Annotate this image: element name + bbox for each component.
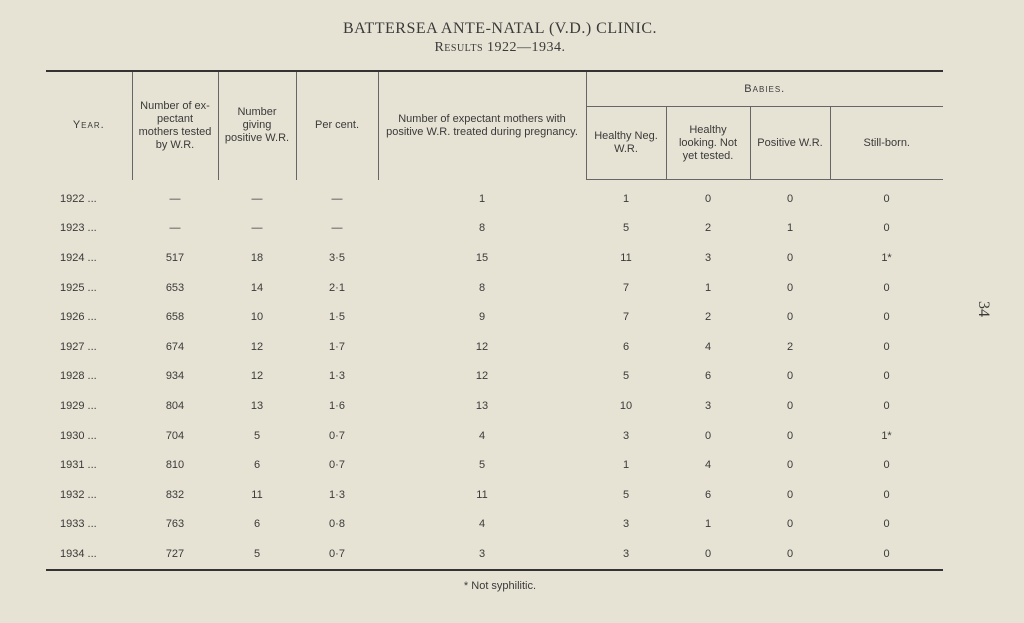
cell-stillborn: 0 (883, 192, 890, 205)
cell-healthy-neg: 1 (622, 459, 630, 472)
cell-positive-wr: 0 (786, 311, 794, 324)
cell-treated: 13 (475, 399, 489, 412)
cell-treated: 12 (475, 370, 489, 383)
cell-healthy-neg: 7 (622, 281, 630, 294)
cell-tested: 934 (165, 370, 185, 383)
cell-year: 1927 ... (60, 340, 97, 353)
cell-tested: — (169, 192, 181, 205)
cell-tested: 653 (165, 281, 185, 294)
header-year (46, 71, 132, 180)
cell-percent: — (331, 222, 343, 235)
cell-healthy-untested: 4 (704, 459, 712, 472)
cell-healthy-untested: 4 (704, 340, 712, 353)
cell-positive-wr: 0 (786, 251, 794, 264)
page-subtitle (0, 40, 1000, 56)
cell-tested: 674 (165, 340, 185, 353)
cell-treated: 15 (475, 251, 489, 264)
header-tested: Number of ex- pectant mothers tested by W.R. (132, 71, 218, 180)
cell-tested: 810 (165, 459, 185, 472)
cell-positive: 12 (250, 370, 264, 383)
cell-percent: — (331, 192, 343, 205)
cell-healthy-untested: 2 (704, 311, 712, 324)
table-row (46, 214, 943, 244)
cell-tested: 727 (132, 539, 218, 570)
cell-healthy-untested: 6 (704, 370, 712, 383)
table-row (46, 391, 943, 421)
header-percent: Per cent. (296, 71, 378, 180)
cell-percent: 0·7 (329, 429, 345, 442)
cell-positive-wr: 0 (786, 518, 794, 531)
cell-stillborn: 0 (883, 459, 890, 472)
cell-positive-wr: 2 (786, 340, 794, 353)
cell-year: 1931 ... (60, 459, 97, 472)
cell-positive: 5 (253, 429, 261, 442)
cell-positive: — (251, 192, 263, 205)
cell-treated: 1 (478, 192, 486, 205)
cell-stillborn: 0 (883, 488, 890, 501)
footnote: * Not syphilitic. (463, 580, 537, 592)
cell-stillborn: 0 (883, 399, 890, 412)
cell-stillborn: 0 (883, 311, 890, 324)
cell-year: 1922 ... (60, 192, 97, 205)
cell-year: 1929 ... (60, 399, 97, 412)
cell-positive-wr: 0 (786, 488, 794, 501)
cell-year: 1926 ... (60, 311, 97, 324)
cell-positive-wr: 0 (786, 459, 794, 472)
cell-healthy-neg: 5 (622, 488, 630, 501)
cell-healthy-neg: 5 (622, 222, 630, 235)
cell-treated: 9 (478, 311, 486, 324)
cell-healthy-untested: 6 (704, 488, 712, 501)
table-row (46, 362, 943, 392)
cell-positive: 5 (218, 539, 296, 570)
cell-healthy-neg: 3 (622, 429, 630, 442)
cell-stillborn: 0 (883, 222, 890, 235)
cell-positive-wr: 0 (786, 429, 794, 442)
cell-percent: 0·7 (296, 539, 378, 570)
cell-tested: 832 (165, 488, 185, 501)
table-row (46, 539, 943, 570)
cell-positive: 6 (253, 518, 261, 531)
table-row (46, 180, 943, 214)
header-treated: Number of expectant mothers with positive W.R. treated during pregnancy. (378, 71, 586, 180)
cell-healthy-neg: 11 (620, 251, 632, 264)
cell-treated: 11 (476, 488, 488, 501)
page-title: BATTERSEA ANTE-NATAL (V.D.) CLINIC. (343, 20, 657, 37)
table-row (46, 332, 943, 362)
cell-percent: 1·3 (329, 488, 345, 501)
cell-treated: 4 (478, 429, 486, 442)
cell-year: 1928 ... (60, 370, 97, 383)
cell-tested: 763 (165, 518, 185, 531)
cell-healthy-untested: 3 (704, 251, 712, 264)
header-stillborn: Still-born. (830, 107, 943, 180)
cell-treated: 8 (478, 222, 486, 235)
cell-year: 1925 ... (60, 281, 97, 294)
cell-year: 1923 ... (60, 222, 97, 235)
cell-positive-wr: 0 (750, 539, 830, 570)
cell-positive-wr: 0 (786, 399, 794, 412)
header-year-label: Year. (72, 119, 105, 132)
cell-stillborn: 0 (883, 370, 890, 383)
table-row (46, 302, 943, 332)
cell-positive-wr: 0 (786, 281, 794, 294)
cell-treated: 4 (478, 518, 486, 531)
cell-healthy-untested: 1 (704, 281, 712, 294)
header-positive: Number giving positive W.R. (218, 71, 296, 180)
header-healthy-untested: Healthy looking. Not yet tested. (666, 107, 750, 180)
table-row (46, 450, 943, 480)
cell-percent: 1·3 (329, 370, 345, 383)
cell-tested: — (169, 222, 181, 235)
cell-healthy-neg: 3 (586, 539, 666, 570)
cell-treated: 3 (378, 539, 586, 570)
cell-tested: 804 (165, 399, 185, 412)
cell-positive: 10 (250, 311, 264, 324)
cell-positive: — (251, 222, 263, 235)
cell-year: 1930 ... (60, 429, 97, 442)
cell-healthy-untested: 3 (704, 399, 712, 412)
cell-tested: 704 (165, 429, 185, 442)
table-row (46, 421, 943, 451)
table-row (46, 243, 943, 273)
cell-healthy-neg: 5 (622, 370, 630, 383)
results-table (46, 70, 943, 571)
cell-stillborn: 1* (881, 251, 892, 264)
cell-stillborn: 0 (830, 539, 943, 570)
header-healthy-neg: Healthy Neg. W.R. (586, 107, 666, 180)
header-positive-wr: Positive W.R. (750, 107, 830, 180)
subtitle-text: Results 1922—1934. (434, 40, 566, 55)
cell-positive: 12 (250, 340, 264, 353)
cell-stillborn: 0 (883, 518, 890, 531)
cell-percent: 0·8 (329, 518, 345, 531)
cell-tested: 517 (165, 251, 185, 264)
cell-healthy-untested: 2 (704, 222, 712, 235)
cell-stillborn: 0 (883, 340, 890, 353)
table-body (46, 180, 943, 570)
cell-percent: 2·1 (329, 281, 345, 294)
cell-year: 1932 ... (60, 488, 97, 501)
cell-positive: 18 (250, 251, 264, 264)
cell-year: 1933 ... (60, 518, 97, 531)
cell-percent: 1·6 (329, 399, 345, 412)
cell-positive-wr: 1 (786, 222, 794, 235)
cell-year: 1924 ... (60, 251, 97, 264)
cell-healthy-untested: 1 (704, 518, 712, 531)
page-number: 34 (975, 301, 992, 317)
cell-stillborn: 0 (883, 281, 890, 294)
cell-percent: 3·5 (329, 251, 345, 264)
cell-healthy-neg: 1 (622, 192, 630, 205)
cell-positive-wr: 0 (786, 192, 794, 205)
cell-tested: 658 (165, 311, 185, 324)
cell-healthy-untested: 0 (666, 539, 750, 570)
cell-healthy-neg: 3 (622, 518, 630, 531)
table-row (46, 480, 943, 510)
cell-stillborn: 1* (881, 429, 892, 442)
cell-treated: 12 (475, 340, 489, 353)
cell-treated: 5 (478, 459, 486, 472)
cell-positive: 11 (251, 488, 263, 501)
cell-year: 1934 ... (46, 539, 132, 570)
cell-healthy-neg: 10 (619, 399, 633, 412)
header-babies: Babies. (586, 71, 943, 107)
cell-percent: 0·7 (329, 459, 345, 472)
cell-healthy-untested: 0 (704, 192, 712, 205)
table-row (46, 273, 943, 303)
cell-healthy-neg: 7 (622, 311, 630, 324)
cell-percent: 1·7 (329, 340, 345, 353)
table-row (46, 510, 943, 540)
cell-healthy-untested: 0 (704, 429, 712, 442)
cell-healthy-neg: 6 (622, 340, 630, 353)
cell-positive: 14 (250, 281, 264, 294)
cell-positive-wr: 0 (786, 370, 794, 383)
cell-treated: 8 (478, 281, 486, 294)
cell-percent: 1·5 (329, 311, 345, 324)
cell-positive: 6 (253, 459, 261, 472)
cell-positive: 13 (250, 399, 264, 412)
